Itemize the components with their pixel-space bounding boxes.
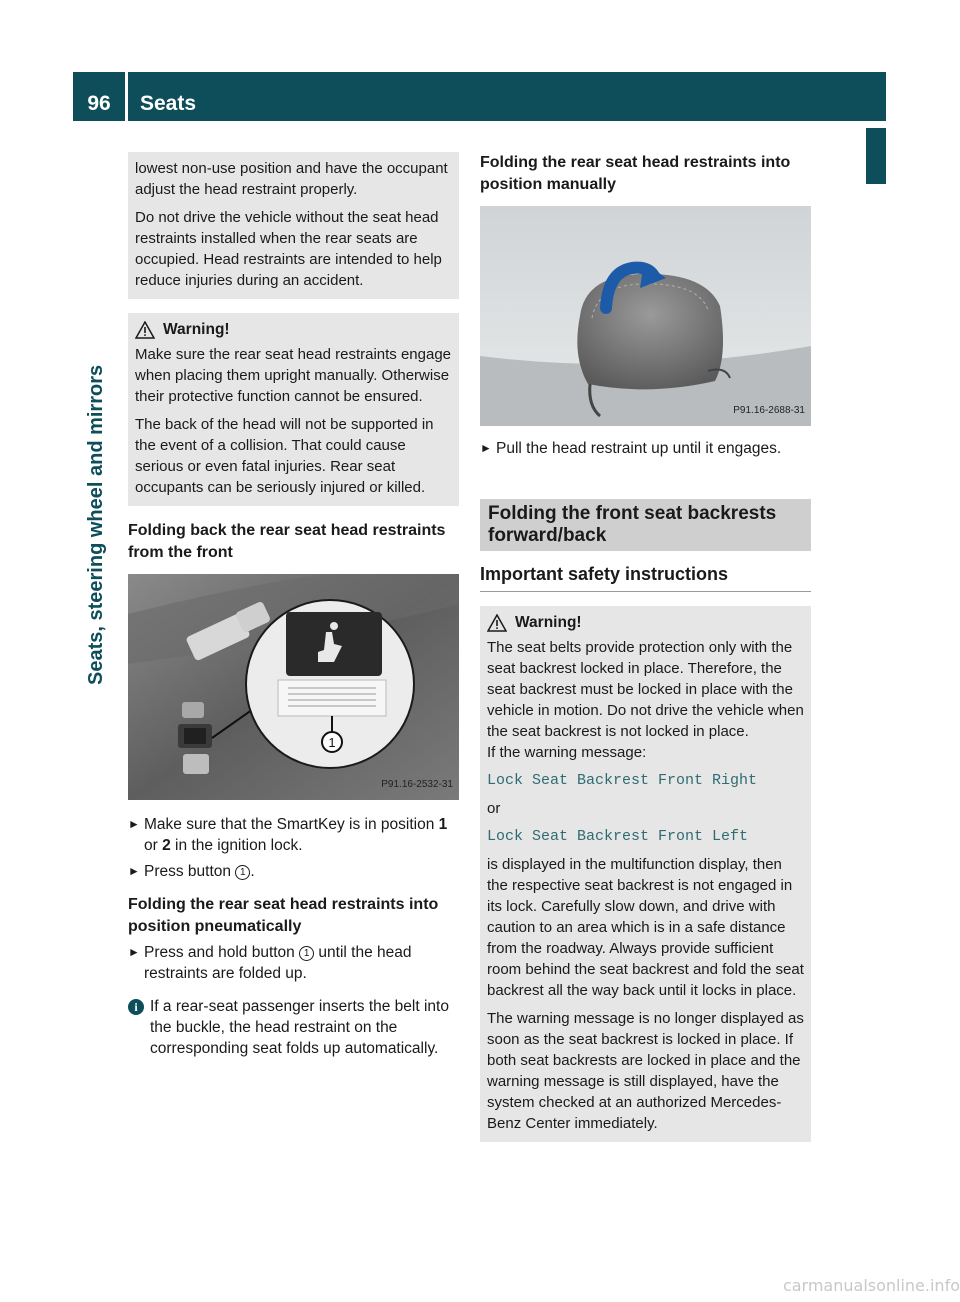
callout-1-label: 1 <box>328 735 336 750</box>
note-paragraph: lowest non-use position and have the occupant adjust the head restraint properly. <box>135 160 448 198</box>
warning-title-text: Warning! <box>515 614 582 631</box>
instruction-step <box>480 438 811 459</box>
instruction-text: Pull the head restraint up until it engages. <box>496 440 782 457</box>
photo-code: P91.16-2688-31 <box>733 405 805 416</box>
subsection-heading: Important safety instructions <box>480 563 811 592</box>
header-separator <box>125 72 128 121</box>
chapter-side-label: Seats, steering wheel and mirrors <box>85 364 107 685</box>
warning-title <box>487 612 804 633</box>
instruction-step: ► Make sure that the SmartKey is in position 1 or 2 in the ignition lock. <box>128 816 448 854</box>
step-arrow-icon: ► <box>480 441 492 455</box>
step-arrow-icon: ► <box>128 864 140 878</box>
info-icon: i <box>128 999 144 1015</box>
page-title: Seats <box>140 92 197 115</box>
photo-code: P91.16-2532-31 <box>381 779 453 790</box>
warning-paragraph: Make sure the rear seat head restraints engage when placing them upright manually. Otherwise their protective function cannot be ensured. <box>135 346 452 405</box>
warning-box <box>480 606 811 1142</box>
warning-paragraph: The warning message is no longer displayed as soon as the seat backrest is locked in place. If both seat backrests are locked in place and the warning message is still displayed, have the system checked at an authorized Mercedes-Benz Center immediately. <box>487 1010 804 1132</box>
info-text: If a rear-seat passenger inserts the belt into the buckle, the head restraint on the corresponding seat folds up automatically. <box>150 998 449 1057</box>
section-subheading: Folding the rear seat head restraints into position manually <box>480 154 791 193</box>
note-paragraph: Do not drive the vehicle without the seat head restraints installed when the rear seats are occupied. Head restraints are intended to help reduce injuries during an accident. <box>135 209 442 289</box>
warning-triangle-icon <box>487 614 507 632</box>
display-message: Lock Seat Backrest Front Left <box>487 828 749 845</box>
right-column <box>480 152 811 1142</box>
display-message: Lock Seat Backrest Front Right <box>487 772 758 789</box>
console-button-illustration <box>128 574 459 800</box>
warning-paragraph: If the warning message: <box>487 744 647 761</box>
page-number: 96 <box>87 92 111 115</box>
info-note <box>128 996 459 1059</box>
step-arrow-icon: ► <box>128 817 140 831</box>
instruction-list <box>128 814 459 882</box>
warning-paragraph: is displayed in the multifunction display, then the respective seat backrest is not engaged in its lock. Carefully slow down, and drive with caution to an area which is in a safe distance from the roadway. Always provide sufficient room behind the seat backrest and fold the seat backrest all the way back until it locks in place. <box>487 856 804 999</box>
step-arrow-icon: ► <box>128 945 140 959</box>
side-tab-marker <box>866 128 886 184</box>
warning-title-text: Warning! <box>163 321 230 338</box>
instruction-step: ► Press button 1 . <box>128 863 255 880</box>
warning-paragraph: or <box>487 800 501 817</box>
left-column <box>128 152 459 1059</box>
console-button-photo <box>128 574 459 800</box>
head-restraint-photo <box>480 206 811 426</box>
section-subheading: Folding back the rear seat head restraints from the front <box>128 522 446 561</box>
watermark: carmanualsonline.info <box>782 1276 960 1295</box>
section-subheading: Folding the rear seat head restraints into position pneumatically <box>128 896 439 935</box>
warning-box <box>128 313 459 506</box>
warning-paragraph: The back of the head will not be supported in the event of a collision. That could cause serious or even fatal injuries. Rear seat occupants can be seriously injured or killed. <box>135 416 434 496</box>
section-heading: Folding the front seat backrests forward/back <box>480 499 811 551</box>
callout-number: 1 <box>235 865 250 880</box>
warning-title <box>135 319 452 340</box>
warning-paragraph: The seat belts provide protection only with the seat backrest locked in place. Therefore, the seat backrest must be locked in place with the vehicle in motion. Do not drive the vehicle when the seat backrest is not locked in place. <box>487 639 804 740</box>
note-box <box>128 152 459 299</box>
callout-number: 1 <box>299 946 314 961</box>
instruction-step: ► Press and hold button 1 until the head restraints are folded up. <box>128 944 412 982</box>
warning-triangle-icon <box>135 321 155 339</box>
head-restraint-illustration <box>480 206 811 426</box>
